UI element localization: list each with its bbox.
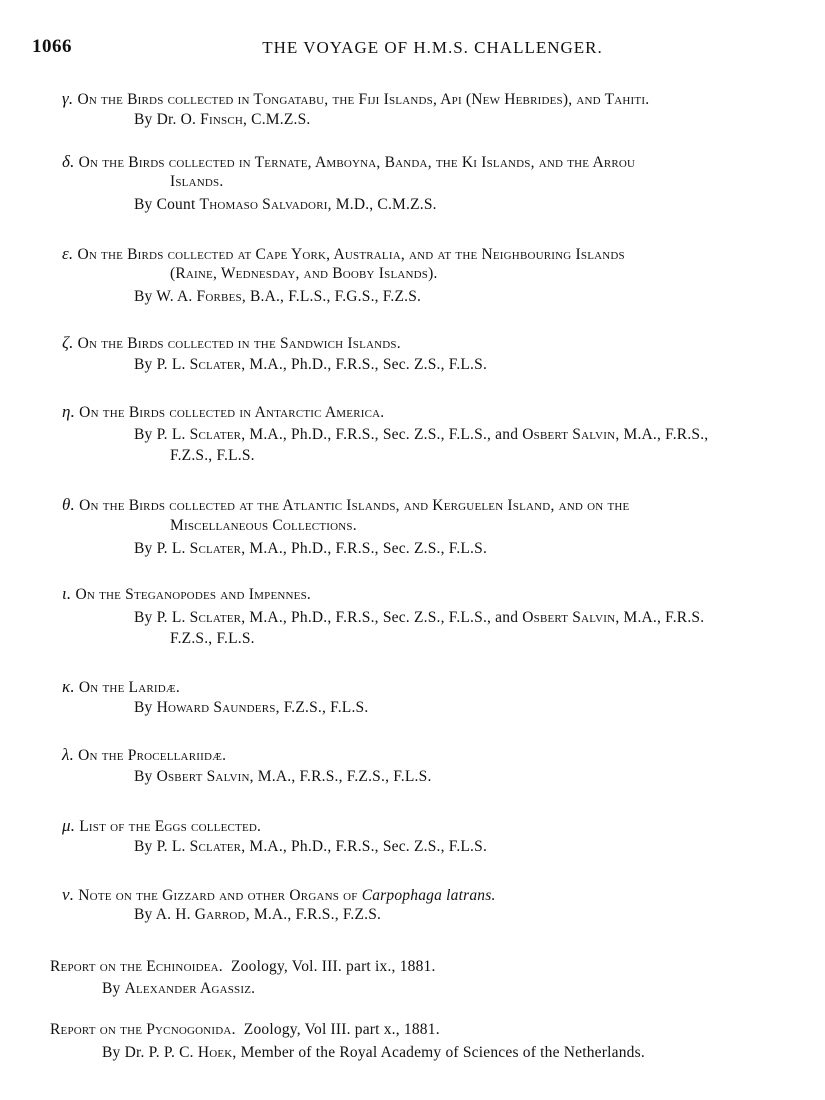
byline-suffix: , M.A., F.R.S., F.Z.S. (245, 906, 382, 923)
byline-suffix: , B.A., F.L.S., F.G.S., F.Z.S. (241, 288, 422, 305)
entry-theta-title-cont: Miscellaneous Collections. (170, 517, 357, 534)
entry-gamma-byline (134, 111, 310, 129)
entry-nu-title (62, 885, 496, 905)
entry-letter: ζ. (62, 333, 74, 352)
entry-delta-title-cont: Islands. (170, 173, 224, 190)
report-details: Zoology, Vol. III. part ix., 1881. (222, 958, 436, 975)
entry-iota-byline (134, 609, 704, 627)
byline-prefix: By Dr. P. P. C. (102, 1044, 198, 1061)
byline-prefix: By P. L. (134, 609, 190, 626)
entry-title: List of the Eggs collected. (79, 818, 262, 835)
author-name: Garrod (194, 906, 246, 923)
author-name-2: Osbert Salvin (522, 609, 616, 626)
author-name: Sclater (189, 356, 242, 373)
report-title: Report on the Echinoidea. (50, 958, 223, 975)
byline-prefix: By P. L. (134, 426, 190, 443)
byline-suffix: , M.A., F.R.S., F.Z.S., F.L.S. (249, 768, 432, 785)
entry-lambda-title (62, 745, 226, 765)
byline-prefix: By (102, 980, 125, 997)
species-name: Carpophaga latrans. (361, 887, 496, 904)
entry-eta-title (62, 402, 384, 422)
entry-gamma-title (62, 89, 649, 109)
entry-delta-byline (134, 196, 437, 214)
entry-epsilon-title (62, 244, 625, 264)
entry-letter: γ. (62, 89, 74, 108)
entry-zeta-title (62, 333, 401, 353)
report-pycnogonida-byline (102, 1044, 645, 1062)
author-name: Thomaso Salvadori (199, 196, 328, 213)
report-echinoidea-title (50, 958, 436, 976)
entry-title: On the Birds collected at Cape York, Australia, and at the Neighbouring Islands (77, 246, 625, 263)
byline-middle: , M.A., Ph.D., F.R.S., Sec. Z.S., F.L.S., and (241, 609, 523, 626)
byline-prefix: By P. L. (134, 540, 190, 557)
entry-kappa-title (62, 677, 180, 697)
entry-letter: δ. (62, 152, 75, 171)
page-number: 1066 (32, 36, 72, 57)
byline-prefix: By (134, 768, 157, 785)
author-name: Howard Saunders (156, 699, 276, 716)
entry-title: Note on the Gizzard and other Organs of (78, 887, 362, 904)
entry-delta-title (62, 152, 635, 172)
byline-suffix: , F.Z.S., F.L.S. (275, 699, 369, 716)
author-name-2: Osbert Salvin (522, 426, 616, 443)
entry-iota-byline-cont: F.Z.S., F.L.S. (170, 630, 255, 647)
byline-suffix: , M.A., Ph.D., F.R.S., Sec. Z.S., F.L.S. (241, 838, 488, 855)
byline-suffix: , M.A., F.R.S., (615, 426, 709, 443)
entry-epsilon-title-cont: (Raine, Wednesday, and Booby Islands). (170, 265, 438, 282)
entry-zeta-byline (134, 356, 487, 374)
entry-letter: ι. (62, 584, 72, 603)
entry-title: On the Birds collected in the Sandwich Islands. (77, 335, 401, 352)
byline-prefix: By P. L. (134, 838, 190, 855)
entry-letter: μ. (62, 816, 76, 835)
byline-prefix: By Count (134, 196, 200, 213)
entry-letter: ε. (62, 244, 74, 263)
byline-suffix: , M.A., Ph.D., F.R.S., Sec. Z.S., F.L.S. (241, 356, 488, 373)
entry-letter: θ. (62, 495, 76, 514)
byline-prefix: By (134, 699, 157, 716)
entry-epsilon-byline (134, 288, 421, 306)
entry-nu-byline (134, 906, 381, 924)
report-details: Zoology, Vol III. part x., 1881. (235, 1021, 440, 1038)
entry-title: On the Birds collected at the Atlantic Islands, and Kerguelen Island, and on the (79, 497, 630, 514)
entry-letter: λ. (62, 745, 75, 764)
author-name: Osbert Salvin (156, 768, 250, 785)
report-title: Report on the Pycnogonida. (50, 1021, 236, 1038)
report-pycnogonida-title (50, 1021, 440, 1039)
entry-kappa-byline (134, 699, 368, 717)
author-name: Alexander Agassiz (124, 980, 252, 997)
entry-iota-title (62, 584, 311, 604)
entry-mu-byline (134, 838, 487, 856)
author-name: Sclater (189, 838, 242, 855)
entry-theta-byline (134, 540, 487, 558)
entry-title: On the Birds collected in Ternate, Amboyna, Banda, the Ki Islands, and the Arrou (78, 154, 636, 171)
entry-title: On the Birds collected in Antarctic America. (79, 404, 385, 421)
entry-title: On the Birds collected in Tongatabu, the Fiji Islands, Api (New Hebrides), and Tahiti. (77, 91, 650, 108)
author-name: Sclater (189, 426, 242, 443)
author-name: Hoek (197, 1044, 233, 1061)
byline-prefix: By P. L. (134, 356, 190, 373)
entry-theta-title (62, 495, 629, 515)
byline-prefix: By W. A. (134, 288, 197, 305)
entry-letter: κ. (62, 677, 75, 696)
author-name: Sclater (189, 540, 242, 557)
author-name: Forbes (196, 288, 242, 305)
entry-mu-title (62, 816, 261, 836)
byline-suffix: , M.A., Ph.D., F.R.S., Sec. Z.S., F.L.S. (241, 540, 488, 557)
entry-letter: η. (62, 402, 76, 421)
report-echinoidea-byline (102, 980, 255, 998)
byline-suffix: , Member of the Royal Academy of Sciences of the Netherlands. (232, 1044, 645, 1061)
byline-prefix: By A. H. (134, 906, 195, 923)
byline-middle: , M.A., Ph.D., F.R.S., Sec. Z.S., F.L.S., and (241, 426, 523, 443)
entry-eta-byline-cont: F.Z.S., F.L.S. (170, 447, 255, 464)
entry-letter: ν. (62, 885, 75, 904)
byline-suffix: . (251, 980, 256, 997)
byline-suffix: , M.A., F.R.S. (615, 609, 705, 626)
entry-title: On the Steganopodes and Impennes. (75, 586, 311, 603)
entry-title: On the Laridæ. (78, 679, 180, 696)
author-name: Sclater (189, 609, 242, 626)
byline-suffix: , M.D., C.M.Z.S. (327, 196, 437, 213)
byline-suffix: , C.M.Z.S. (243, 111, 311, 128)
running-head: THE VOYAGE OF H.M.S. CHALLENGER. (262, 38, 603, 57)
byline-prefix: By Dr. (134, 111, 181, 128)
entry-lambda-byline (134, 768, 432, 786)
entry-title: On the Procellariidæ. (78, 747, 227, 764)
author-name: O. Finsch (180, 111, 243, 128)
entry-eta-byline (134, 426, 708, 444)
